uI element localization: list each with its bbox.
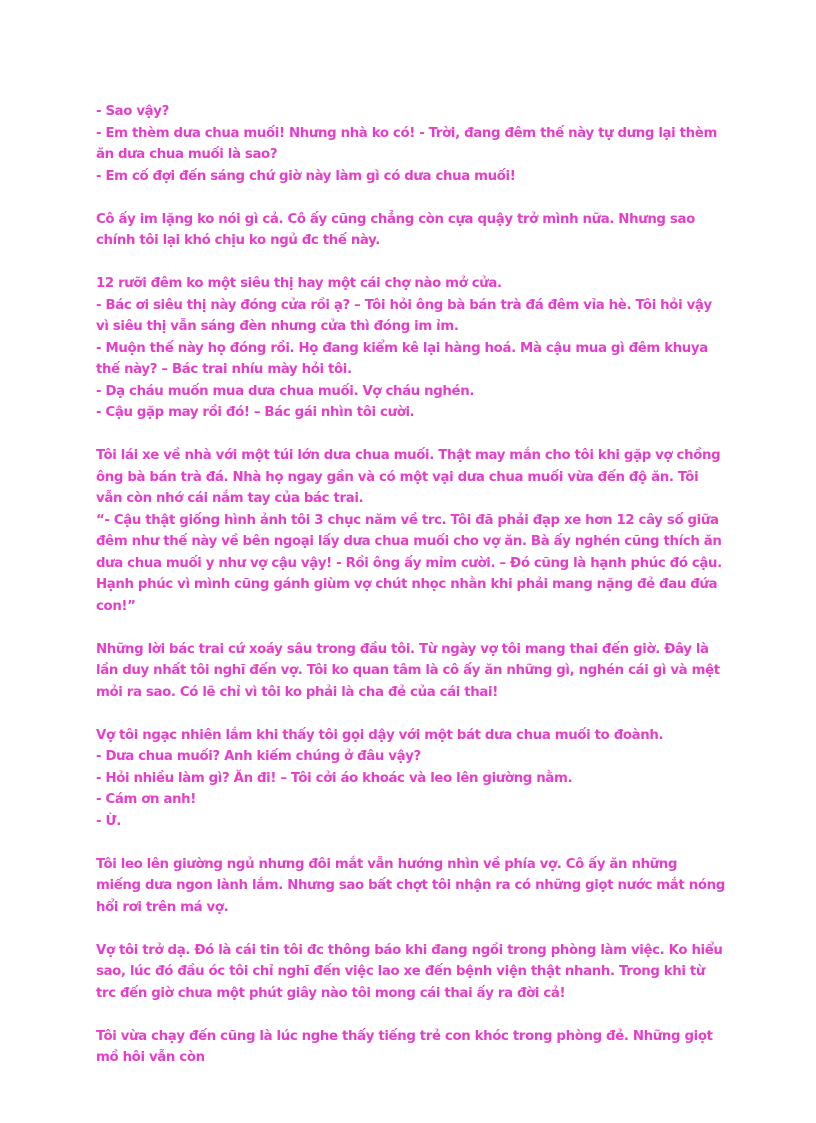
text-line: - Bác ơi siêu thị này đóng cửa rồi ạ? – Tôi hỏi ông bà bán trà đá đêm vỉa hè. Tôi hỏi vậy vì siêu thị vẫn sáng đèn nhưng cửa thì đóng im ỉm. xyxy=(96,297,712,334)
paragraph xyxy=(96,854,726,919)
text-line: - Muộn thế này họ đóng rồi. Họ đang kiểm kê lại hàng hoá. Mà cậu mua gì đêm khuya thế này? – Bác trai nhíu mày hỏi tôi. xyxy=(96,340,708,377)
text-line: Tôi vừa chạy đến cũng là lúc nghe thấy tiếng trẻ con khóc trong phòng đẻ. Những giọt mồ hôi vẫn còn xyxy=(96,1028,713,1065)
paragraph xyxy=(96,209,726,252)
text-line: 12 rưỡi đêm ko một siêu thị hay một cái chợ nào mở cửa. xyxy=(96,276,502,291)
paragraph xyxy=(96,101,726,187)
paragraph xyxy=(96,445,726,617)
text-line: - Em thèm dưa chua muối! Nhưng nhà ko có! - Trời, đang đêm thế này tự dưng lại thèm ăn dưa chua muối là sao? xyxy=(96,125,717,162)
paragraph xyxy=(96,273,726,424)
paragraph xyxy=(96,725,726,833)
text-line: Những lời bác trai cứ xoáy sâu trong đầu tôi. Từ ngày vợ tôi mang thai đến giờ. Đây là lần duy nhất tôi nghĩ đến vợ. Tôi ko quan tâm là cô ấy ăn những gì, nghén cái gì và mệt mỏi ra sao. Có lẽ chỉ vì tôi ko phải là cha đẻ của cái thai! xyxy=(96,641,720,700)
paragraph xyxy=(96,940,726,1005)
text-line: Tôi lái xe về nhà với một túi lớn dưa chua muối. Thật may mắn cho tôi khi gặp vợ chồng ông bà bán trà đá. Nhà họ ngay gần và có một vại dưa chua muối vừa đến độ ăn. Tôi vẫn còn nhớ cái nắm tay của bác trai. xyxy=(96,448,721,506)
text-line: Cô ấy im lặng ko nói gì cả. Cô ấy cũng chẳng còn cựa quậy trở mình nữa. Nhưng sao chính tôi lại khó chịu ko ngủ đc thế này. xyxy=(96,211,695,248)
text-line: - Dạ cháu muốn mua dưa chua muối. Vợ cháu nghén. xyxy=(96,383,475,399)
text-line: “- Cậu thật giống hình ảnh tôi 3 chục năm về trc. Tôi đã phải đạp xe hơn 12 cây số giữa đêm như thế này về bên ngoại lấy dưa chua muối cho vợ ăn. Bà ấy nghén cũng thích ăn dưa chua muối y như vợ cậu vậy! - Rồi ông ấy mỉm cười. – Đó cũng là hạnh phúc đó cậu. Hạnh phúc vì mình cũng gánh giùm vợ chút nhọc nhằn khi phải mang nặng đẻ đau đứa con!” xyxy=(96,512,722,614)
text-line: - Hỏi nhiều làm gì? Ăn đi! – Tôi cởi áo khoác và leo lên giường nằm. xyxy=(96,770,573,786)
paragraph xyxy=(96,1026,726,1069)
text-line: Tôi leo lên giường ngủ nhưng đôi mắt vẫn hướng nhìn về phía vợ. Cô ấy ăn những miếng dưa ngon lành lắm. Nhưng sao bất chợt tôi nhận ra có những giọt nước mắt nóng hổi rơi trên má vợ. xyxy=(96,856,725,915)
document-body xyxy=(96,101,726,1090)
text-line: - Sao vậy? xyxy=(96,104,169,119)
text-line: - Dưa chua muối? Anh kiếm chúng ở đâu vậy? xyxy=(96,749,421,764)
paragraph xyxy=(96,639,726,704)
text-line: Vợ tôi trở dạ. Đó là cái tin tôi đc thông báo khi đang ngồi trong phòng làm việc. Ko hiểu sao, lúc đó đầu óc tôi chỉ nghĩ đến việc lao xe đến bệnh viện thật nhanh. Trong khi từ trc đến giờ chưa một phút giây nào tôi mong cái thai ấy ra đời cả! xyxy=(96,942,723,1001)
text-line: - Em cố đợi đến sáng chứ giờ này làm gì có dưa chua muối! xyxy=(96,168,516,184)
text-line: Vợ tôi ngạc nhiên lắm khi thấy tôi gọi dậy với một bát dưa chua muối to đoành. xyxy=(96,727,664,743)
text-line: - Cám ơn anh! xyxy=(96,792,197,807)
text-line: - Ừ. xyxy=(96,813,121,829)
text-line: - Cậu gặp may rồi đó! – Bác gái nhìn tôi cười. xyxy=(96,405,415,420)
